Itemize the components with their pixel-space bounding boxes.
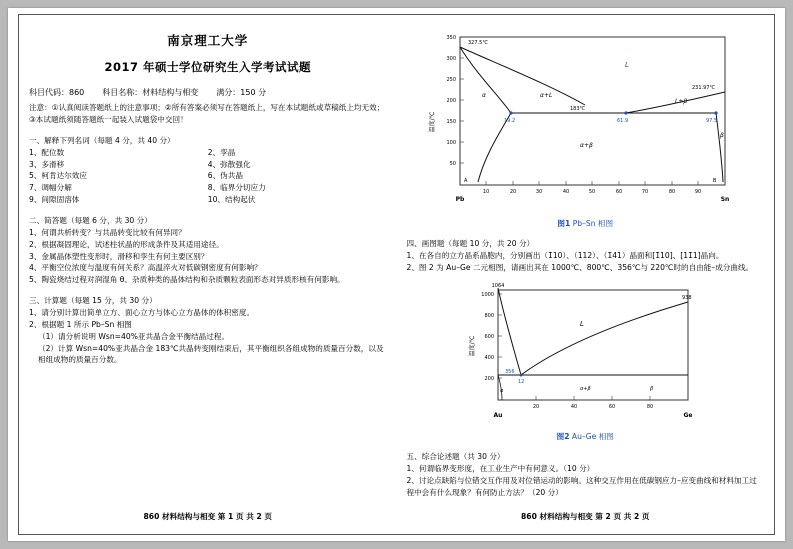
svg-text:80: 80 (669, 189, 676, 195)
svg-text:70: 70 (642, 189, 649, 195)
section-drawing (407, 238, 765, 274)
au-ge-phase-diagram (460, 280, 710, 430)
subject-code (29, 87, 84, 98)
svg-text:61.9: 61.9 (617, 118, 629, 124)
svg-text:600: 600 (484, 333, 495, 340)
list-item: 4、弥散强化 (207, 159, 251, 169)
svg-text:40: 40 (563, 189, 570, 195)
meta-line (29, 87, 387, 98)
list-item: 5、陶瓷烧结过程对润湿角 θ、杂质种类的晶体结构和杂质颗粒表面形态对异质形核有何影响。 (29, 275, 345, 285)
figure-2-caption-text: Au–Ge 相图 (571, 431, 614, 441)
list-item: 2、图 2 为 Au–Ge 二元相图，请画出其在 1000℃、800℃、356℃与 220℃时的自由能–成分曲线。 (406, 263, 754, 273)
section-calculation-heading: 三、计算题（每题 15 分，共 30 分） (29, 295, 157, 305)
subject-name-label: 科目名称： (102, 88, 143, 97)
svg-text:12: 12 (518, 378, 525, 385)
svg-text:20: 20 (510, 189, 517, 195)
list-item: 1、请分别计算出简单立方、面心立方与体心立方晶体的体积密度。 (29, 308, 255, 318)
svg-text:200: 200 (446, 98, 457, 104)
subject-code-value: 860 (69, 88, 85, 97)
list-item: 1、在各自的立方晶系晶胞内，分别画出（1̄10）、（112）、（1̄41）晶面和[1̄10]、[11̄1]晶向。 (406, 251, 724, 261)
svg-text:150: 150 (446, 119, 457, 125)
list-item: 4、平衡空位浓度与温度有何关系？高温淬火对低碳钢密度有何影响？ (29, 263, 262, 273)
figure-1-caption-label: 图1 (557, 219, 571, 228)
right-column (397, 15, 775, 534)
svg-text:A: A (464, 178, 468, 184)
svg-text:30: 30 (536, 189, 543, 195)
svg-text:200: 200 (484, 375, 495, 382)
list-item: 3、多滑移 (29, 159, 65, 169)
list-item: 1、配位数 (29, 147, 65, 157)
svg-text:Ge: Ge (683, 411, 693, 419)
exam-title: 2017 年硕士学位研究生入学考试试题 (104, 60, 311, 74)
svg-text:250: 250 (446, 77, 457, 83)
figure-1-caption (407, 218, 765, 229)
svg-text:α+L: α+L (540, 92, 553, 99)
figure-1-caption-text: Pb–Sn 相图 (572, 219, 614, 228)
svg-text:327.5℃: 327.5℃ (468, 40, 489, 46)
section-essay-heading: 五、综合论述题（共 30 分） (406, 451, 505, 461)
svg-text:90: 90 (695, 189, 702, 195)
subject-code-label: 科目代码： (29, 88, 69, 97)
svg-text:温度/℃: 温度/℃ (429, 111, 437, 133)
list-item: （2）计算 Wsn=40%亚共晶合金 183℃共晶转变刚结束后，其平衡组织各组成物的质量百分数，以及相组成物的质量百分数。 (38, 343, 384, 365)
section-short-answer (29, 215, 387, 286)
list-item: 2、讨论点缺陷与位错交互作用及对位错运动的影响。这种交互作用在低碳钢应力–应变曲线和材料加工过程中会有什么现象？有何防止方法？（20 分） (406, 476, 757, 497)
svg-text:97.5: 97.5 (706, 118, 718, 124)
svg-text:L+β: L+β (675, 98, 688, 105)
svg-text:60: 60 (616, 189, 623, 195)
svg-text:Au: Au (493, 411, 503, 419)
list-item: 2、根据题 1 所示 Pb–Sn 相图 (29, 320, 132, 330)
svg-text:60: 60 (609, 403, 616, 410)
svg-text:183℃: 183℃ (570, 106, 586, 112)
svg-text:50: 50 (589, 189, 596, 195)
section-terms (29, 135, 387, 206)
svg-text:α: α (482, 92, 487, 99)
list-item: 5、柯肯达尔效应 (29, 171, 87, 181)
figure-1 (407, 27, 765, 229)
svg-text:300: 300 (446, 56, 457, 62)
svg-text:80: 80 (647, 403, 654, 410)
svg-text:1000: 1000 (481, 291, 495, 298)
list-item: （1）请分析说明 Wsn=40%亚共晶合金平衡结晶过程。 (38, 331, 230, 341)
exam-notice: 注意：①认真阅读答题纸上的注意事项；②所有答案必须写在答题纸上，写在本试题纸或草稿纸上均无效；③本试题纸须随答题纸一起装入试题袋中交回！ (29, 103, 385, 124)
svg-text:温度/℃: 温度/℃ (469, 335, 477, 357)
svg-text:350: 350 (446, 35, 457, 41)
full-score-value: 150 分 (240, 88, 267, 97)
list-item: 2、孪晶 (207, 147, 236, 157)
svg-text:231.97℃: 231.97℃ (692, 85, 716, 91)
svg-text:50: 50 (449, 161, 457, 167)
svg-text:L: L (580, 319, 585, 328)
calculation-list (29, 307, 387, 366)
short-answer-list (29, 227, 387, 286)
exam-paper-page (8, 8, 785, 541)
svg-text:800: 800 (484, 312, 495, 319)
svg-text:1064: 1064 (491, 282, 505, 289)
list-item: 6、伪共晶 (207, 171, 243, 181)
svg-text:B: B (713, 178, 717, 184)
list-item: 3、金属晶体塑性变形时，滑移和孪生有何主要区别？ (29, 251, 209, 261)
footer-page-2: 860 材料结构与相变 第 2 页 共 2 页 (521, 512, 650, 521)
section-terms-heading: 一、解释下列名词（每题 4 分，共 40 分） (29, 135, 175, 145)
svg-text:40: 40 (571, 403, 578, 410)
list-item: 2、根据凝固理论，试述柱状晶的形成条件及其适用途径。 (29, 239, 224, 249)
figure-2 (407, 280, 765, 442)
svg-text:β: β (650, 385, 654, 392)
page-border (18, 14, 775, 535)
svg-text:L: L (625, 61, 630, 69)
full-score-label: 满分： (216, 88, 241, 97)
left-column (19, 15, 397, 534)
drawing-list (407, 250, 765, 274)
figure-2-caption-label: 图2 (556, 431, 570, 441)
svg-text:100: 100 (446, 140, 457, 146)
pb-sn-phase-diagram (420, 27, 750, 217)
list-item: 10、结构起伏 (207, 194, 256, 204)
svg-text:α: α (500, 387, 504, 394)
svg-text:400: 400 (484, 354, 495, 361)
footer-page-1: 860 材料结构与相变 第 1 页 共 2 页 (143, 512, 272, 521)
list-item: 1、何谓临界变形度，在工业生产中有何意义。（10 分） (406, 464, 595, 474)
essay-list (407, 463, 765, 498)
school-name: 南京理工大学 (167, 33, 249, 48)
list-item: 1、何谓共析转变？与共晶转变比较有何异同？ (29, 228, 186, 238)
list-item: 8、临界分切应力 (207, 183, 266, 193)
svg-text:19.2: 19.2 (504, 118, 516, 124)
svg-text:20: 20 (533, 403, 540, 410)
svg-text:α+β: α+β (580, 385, 591, 392)
terms-list (29, 147, 387, 206)
svg-text:β: β (720, 132, 725, 139)
full-score (216, 87, 266, 98)
subject-name-value: 材料结构与相变 (142, 88, 199, 97)
subject-name (102, 87, 198, 98)
list-item: 9、间隙固溶体 (29, 194, 80, 204)
svg-text:α+β: α+β (580, 142, 594, 149)
figure-2-caption (407, 431, 765, 442)
svg-text:938: 938 (682, 294, 692, 301)
section-calculation (29, 295, 387, 366)
svg-text:Sn: Sn (720, 196, 730, 203)
section-essay (407, 451, 765, 499)
list-item: 7、调幅分解 (29, 183, 72, 193)
svg-text:10: 10 (483, 189, 490, 195)
svg-text:356: 356 (505, 368, 515, 375)
svg-text:Pb: Pb (455, 196, 465, 203)
section-short-answer-heading: 二、简答题（每题 6 分，共 30 分） (29, 215, 152, 225)
section-drawing-heading: 四、画图题（每题 10 分，共 20 分） (406, 239, 535, 248)
